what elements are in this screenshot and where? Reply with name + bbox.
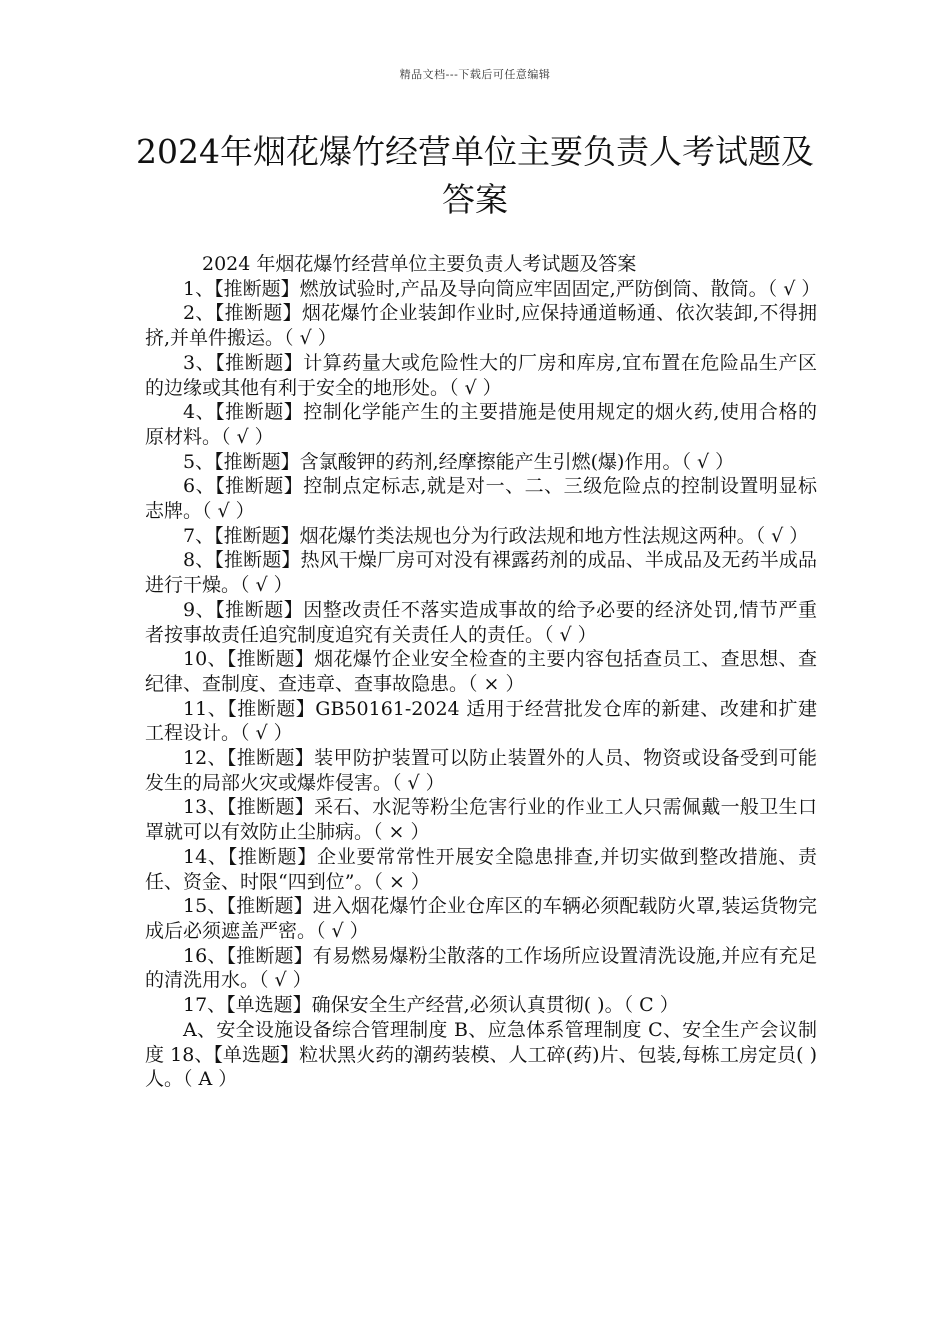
question-item: 17、【单选题】确保安全生产经营,必须认真贯彻( )。（ C ） bbox=[183, 994, 679, 1017]
question-item: 13、【推断题】采石、水泥等粉尘危害行业的作业工人只需佩戴一般卫生口罩就可以有效防止尘肺病。（ × ） bbox=[145, 796, 817, 844]
question-item: 4、【推断题】控制化学能产生的主要措施是使用规定的烟火药,使用合格的原材料。（ √ ） bbox=[145, 401, 817, 448]
document-subtitle: 2024 年烟花爆竹经营单位主要负责人考试题及答案 bbox=[202, 253, 637, 275]
question-item: 8、【推断题】热风干燥厂房可对没有裸露药剂的成品、半成品及无药半成品进行干燥。（ √ ） bbox=[145, 549, 817, 597]
question-item: 2、【推断题】烟花爆竹企业装卸作业时,应保持通道畅通、依次装卸,不得拥挤,并单件搬运。（ √ ） bbox=[145, 302, 817, 350]
question-item: 15、【推断题】进入烟花爆竹企业仓库区的车辆必须配载防火罩,装运货物完成后必须遮盖严密。（ √ ） bbox=[145, 895, 817, 942]
question-item: 5、【推断题】含氯酸钾的药剂,经摩擦能产生引燃(爆)作用。（ √ ） bbox=[183, 450, 735, 473]
header-note: 精品文档---下载后可任意编辑 bbox=[399, 68, 551, 81]
question-item: 3、【推断题】计算药量大或危险性大的厂房和库房,宜布置在危险品生产区的边缘或其他有利于安全的地形处。（ √ ） bbox=[145, 351, 817, 399]
question-item: A、安全设施设备综合管理制度 B、应急体系管理制度 C、安全生产会议制度 18、【单选题】粒状黑火药的潮药装模、人工碎(药)片、包装,每栋工房定员( )人。（ A ） bbox=[145, 1018, 817, 1091]
question-item: 14、【推断题】企业要常常性开展安全隐患排查,并切实做到整改措施、责任、资金、时限“四到位”。（ × ） bbox=[145, 845, 817, 893]
question-item: 7、【推断题】烟花爆竹类法规也分为行政法规和地方性法规这两种。（ √ ） bbox=[183, 524, 809, 547]
document-title: 2024年烟花爆竹经营单位主要负责人考试题及答案 bbox=[136, 132, 814, 219]
document-body bbox=[145, 252, 821, 1092]
question-item: 1、【推断题】燃放试验时,产品及导向筒应牢固固定,严防倒筒、散筒。（ √ ） bbox=[183, 277, 821, 300]
question-item: 12、【推断题】装甲防护装置可以防止装置外的人员、物资或设备受到可能发生的局部火灾或爆炸侵害。（ √ ） bbox=[145, 747, 817, 794]
question-item: 11、【推断题】GB50161-2024 适用于经营批发仓库的新建、改建和扩建工程设计。（ √ ） bbox=[145, 697, 817, 745]
question-item: 9、【推断题】因整改责任不落实造成事故的给予必要的经济处罚,情节严重者按事故责任追究制度追究有关责任人的责任。（ √ ） bbox=[145, 598, 817, 646]
question-item: 16、【推断题】有易燃易爆粉尘散落的工作场所应设置清洗设施,并应有充足的清洗用水。（ √ ） bbox=[145, 944, 817, 992]
question-item: 6、【推断题】控制点定标志,就是对一、二、三级危险点的控制设置明显标志牌。（ √ ） bbox=[145, 475, 817, 523]
question-item: 10、【推断题】烟花爆竹企业安全检查的主要内容包括查员工、查思想、查纪律、查制度、查违章、查事故隐患。（ × ） bbox=[145, 648, 817, 695]
